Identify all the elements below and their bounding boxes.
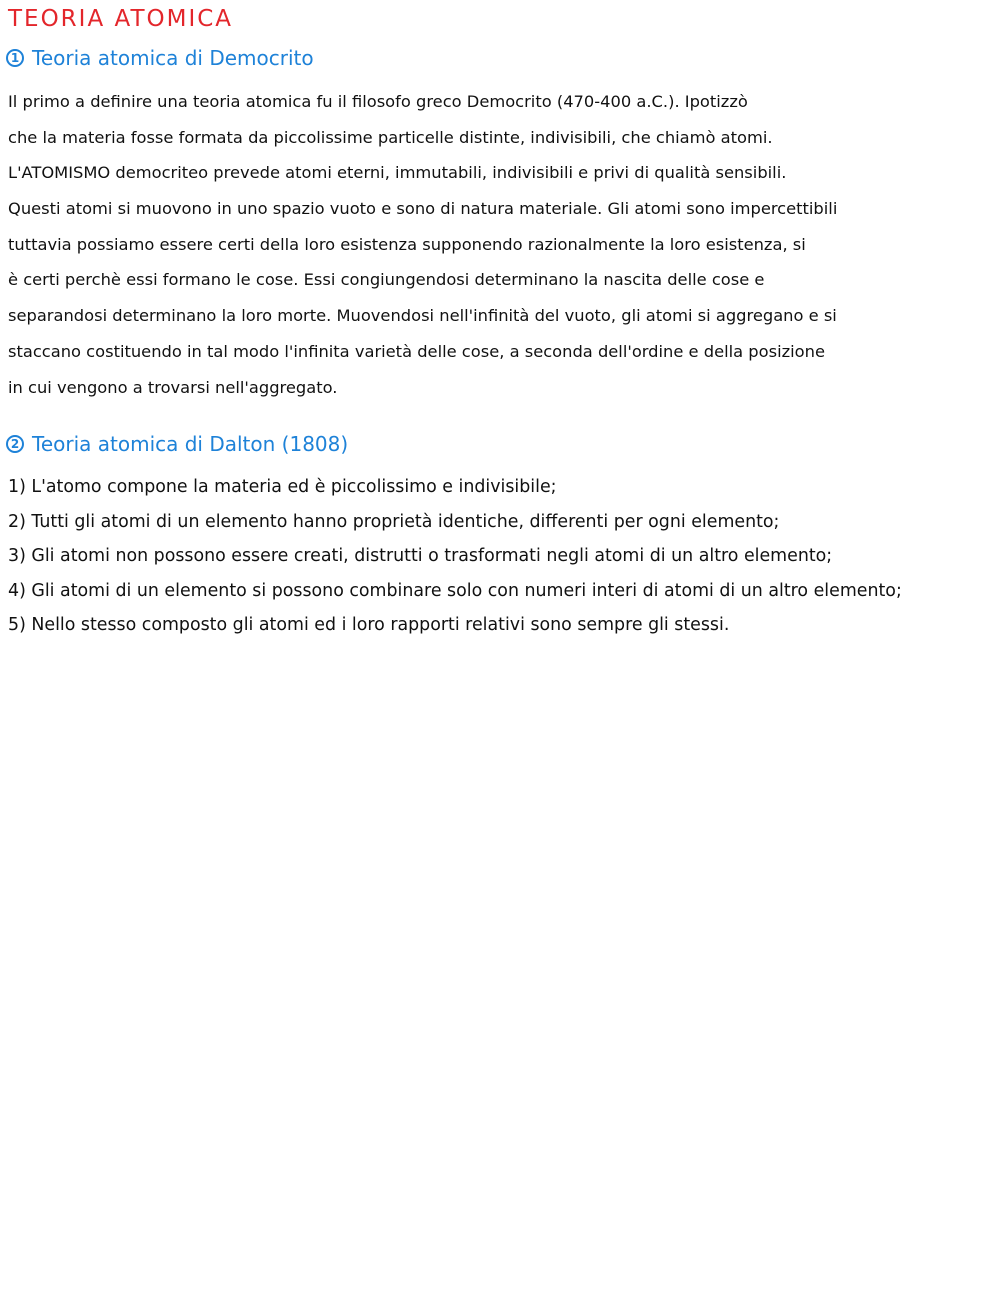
democrito-paragraph bbox=[8, 84, 994, 405]
section-heading-text: Teoria atomica di Democrito bbox=[32, 46, 314, 70]
list-item: 5) Nello stesso composto gli atomi ed i loro rapporti relativi sono sempre gli stessi. bbox=[8, 615, 730, 635]
section-number-badge: 2 bbox=[6, 435, 24, 453]
dalton-postulates-list bbox=[8, 470, 994, 643]
section-number-badge: 1 bbox=[6, 49, 24, 67]
list-item: 1) L'atomo compone la materia ed è piccolissimo e indivisibile; bbox=[8, 477, 557, 497]
text-line: che la materia fosse formata da piccolissime particelle distinte, indivisibili, che chiamò atomi. bbox=[8, 127, 773, 147]
text-line: è certi perchè essi formano le cose. Essi congiungendosi determinano la nascita delle cose e bbox=[8, 270, 765, 290]
section-heading-dalton bbox=[6, 432, 348, 456]
text-line: staccano costituendo in tal modo l'infinita varietà delle cose, a seconda dell'ordine e della posizione bbox=[8, 341, 825, 361]
list-item: 2) Tutti gli atomi di un elemento hanno proprietà identiche, differenti per ogni elemento; bbox=[8, 511, 780, 532]
text-line: separandosi determinano la loro morte. Muovendosi nell'infinità del vuoto, gli atomi si aggregano e si bbox=[8, 306, 837, 326]
section-heading-text: Teoria atomica di Dalton (1808) bbox=[32, 432, 349, 456]
text-line: L'ATOMISMO democriteo prevede atomi eterni, immutabili, indivisibili e privi di qualità sensibili. bbox=[8, 163, 787, 183]
text-line: in cui vengono a trovarsi nell'aggregato. bbox=[8, 377, 338, 397]
text-line: Questi atomi si muovono in uno spazio vuoto e sono di natura materiale. Gli atomi sono impercettibili bbox=[8, 199, 838, 219]
text-line: Il primo a definire una teoria atomica fu il filosofo greco Democrito (470-400 a.C.). Ipotizzò bbox=[8, 92, 748, 111]
section-heading-democrito bbox=[6, 46, 314, 70]
list-item: 3) Gli atomi non possono essere creati, distrutti o trasformati negli atomi di un altro elemento; bbox=[8, 546, 833, 566]
list-item: 4) Gli atomi di un elemento si possono combinare solo con numeri interi di atomi di un altro elemento; bbox=[8, 580, 902, 601]
page-title: TEORIA ATOMICA bbox=[8, 6, 234, 32]
text-line: tuttavia possiamo essere certi della loro esistenza supponendo razionalmente la loro esistenza, si bbox=[8, 234, 806, 254]
